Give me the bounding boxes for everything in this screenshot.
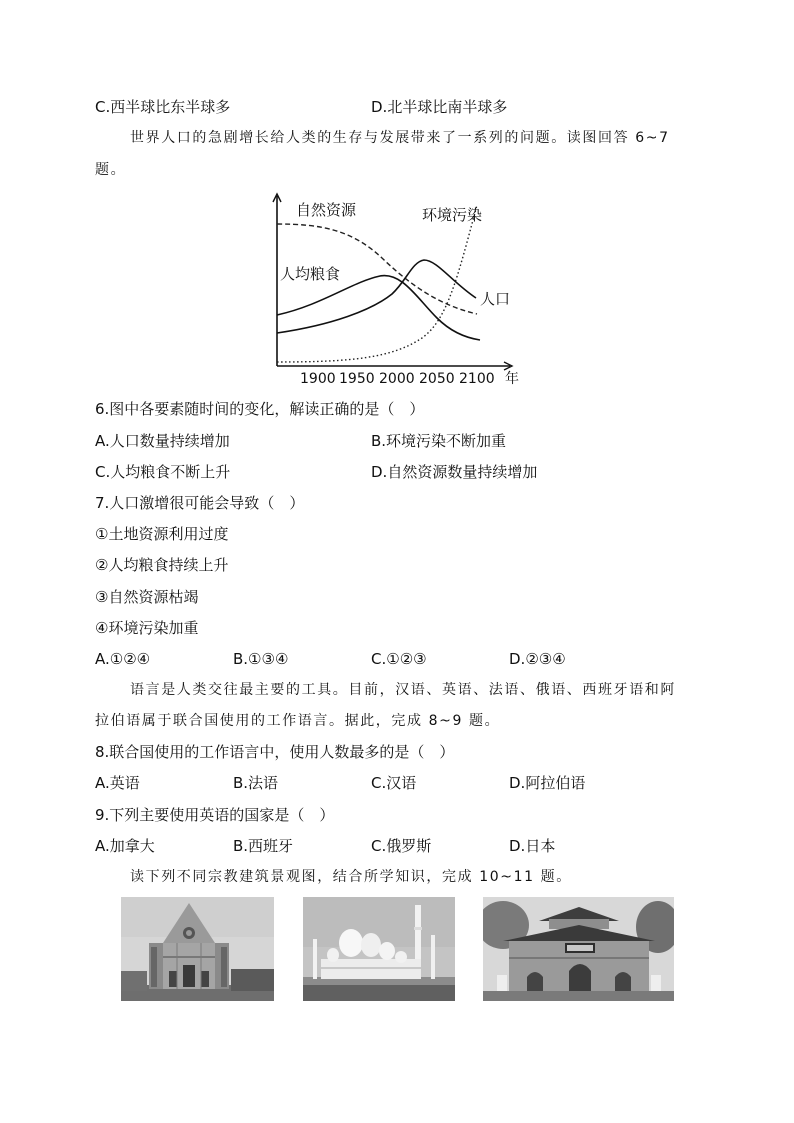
q7-statement-4: ④环境污染加重 — [95, 619, 199, 637]
x-axis-unit: 年 — [505, 371, 519, 387]
q6-option-b: B.环境污染不断加重 — [371, 432, 507, 450]
church-photo — [121, 897, 274, 1001]
q7-option-c: C.①②③ — [371, 650, 427, 668]
q7-statement-2: ②人均粮食持续上升 — [95, 556, 229, 574]
q8-option-c: C.汉语 — [371, 774, 417, 792]
series-label-population: 人口 — [480, 290, 511, 308]
x-tick-label: 2000 — [379, 371, 415, 387]
q9-option-c: C.俄罗斯 — [371, 837, 432, 855]
q7-option-b: B.①③④ — [233, 650, 289, 668]
q5-option-d: D.北半球比南半球多 — [371, 98, 508, 116]
intro-8-9-line1: 语言是人类交往最主要的工具。目前，汉语、英语、法语、俄语、西班牙语和阿 — [130, 682, 676, 698]
x-tick-label: 1950 — [339, 371, 375, 387]
series-label-natural-resources: 自然资源 — [296, 201, 357, 219]
series-label-environmental-pollution: 环境污染 — [422, 206, 483, 224]
series-line-per-capita-food — [277, 276, 480, 340]
population-chart — [262, 190, 532, 390]
q9-option-b: B.西班牙 — [233, 837, 294, 855]
q6-option-c: C.人均粮食不断上升 — [95, 463, 231, 481]
intro-8-9-line2: 拉伯语属于联合国使用的工作语言。据此，完成 8~9 题。 — [95, 713, 501, 729]
series-line-environmental-pollution — [277, 205, 477, 362]
x-tick-label: 1900 — [300, 371, 336, 387]
q8-option-b: B.法语 — [233, 774, 279, 792]
x-tick-label: 2050 — [419, 371, 455, 387]
q7-statement-1: ①土地资源利用过度 — [95, 525, 229, 543]
q9-option-a: A.加拿大 — [95, 837, 155, 855]
q7-statement-3: ③自然资源枯竭 — [95, 588, 199, 606]
temple-gate-photo — [483, 897, 674, 1001]
intro-6-7-line2: 题。 — [95, 162, 127, 178]
x-tick-label: 2100 — [459, 371, 495, 387]
q8-stem: 8.联合国使用的工作语言中，使用人数最多的是（ ） — [95, 743, 455, 761]
q9-stem: 9.下列主要使用英语的国家是（ ） — [95, 806, 335, 824]
q7-option-d: D.②③④ — [509, 650, 566, 668]
q7-stem: 7.人口激增很可能会导致（ ） — [95, 494, 305, 512]
mosque-photo — [303, 897, 455, 1001]
q8-option-a: A.英语 — [95, 774, 140, 792]
series-label-per-capita-food: 人均粮食 — [280, 265, 341, 283]
q6-option-d: D.自然资源数量持续增加 — [371, 463, 538, 481]
intro-10-11: 读下列不同宗教建筑景观图，结合所学知识，完成 10~11 题。 — [130, 869, 572, 885]
q8-option-d: D.阿拉伯语 — [509, 774, 586, 792]
q7-option-a: A.①②④ — [95, 650, 151, 668]
q5-option-c: C.西半球比东半球多 — [95, 98, 231, 116]
q6-stem: 6.图中各要素随时间的变化，解读正确的是（ ） — [95, 400, 425, 418]
q6-option-a: A.人口数量持续增加 — [95, 432, 230, 450]
intro-6-7-line1: 世界人口的急剧增长给人类的生存与发展带来了一系列的问题。读图回答 6~7 — [130, 130, 670, 146]
q9-option-d: D.日本 — [509, 837, 556, 855]
